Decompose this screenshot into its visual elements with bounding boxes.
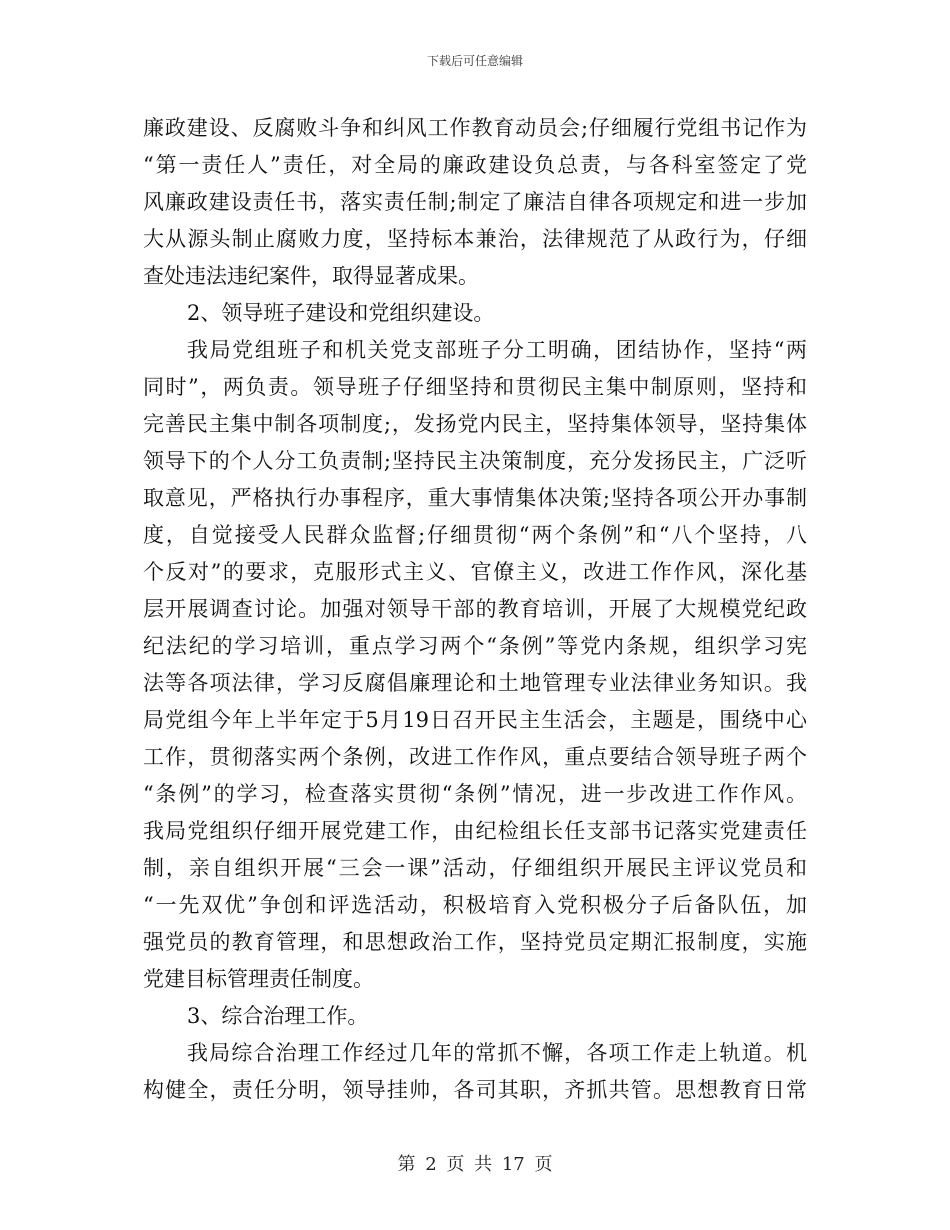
text-line: 我局党组织仔细开展党建工作，由纪检组长任支部书记落实党建责任 [143,819,807,843]
text-line: 纪法纪的学习培训，重点学习两个“条例”等党内条规，组织学习宪 [143,634,807,658]
document-body [143,110,807,1109]
text-line: 领导下的个人分工负责制;坚持民主决策制度，充分发扬民主，广泛听 [143,449,807,473]
text-line: 大从源头制止腐败力度，坚持标本兼治，法律规范了从政行为，仔细 [143,227,807,251]
section-heading: 3、综合治理工作。 [187,1004,369,1028]
text-line: “第一责任人”责任，对全局的廉政建设负总责，与各科室签定了党 [143,153,807,177]
text-line: 我局党组班子和机关党支部班子分工明确，团结协作，坚持“两 [187,338,807,362]
text-line: 度，自觉接受人民群众监督;仔细贯彻“两个条例”和“八个坚持，八 [143,523,807,547]
text-line: 强党员的教育管理，和思想政治工作，坚持党员定期汇报制度，实施 [143,930,807,954]
text-line: “一先双优”争创和评选活动，积极培育入党积极分子后备队伍，加 [143,893,807,917]
text-line: 廉政建设、反腐败斗争和纠风工作教育动员会;仔细履行党组书记作为 [143,116,807,140]
text-line: 风廉政建设责任书，落实责任制;制定了廉洁自律各项规定和进一步加 [143,190,807,214]
text-line: 我局综合治理工作经过几年的常抓不懈，各项工作走上轨道。机 [187,1041,807,1065]
text-line: 同时”，两负责。领导班子仔细坚持和贯彻民主集中制原则，坚持和 [143,375,807,399]
text-line: 构健全，责任分明，领导挂帅，各司其职，齐抓共管。思想教育日常 [143,1078,807,1102]
text-line: 取意见，严格执行办事程序，重大事情集体决策;坚持各项公开办事制 [143,486,807,510]
text-line: 制，亲自组织开展“三会一课”活动，仔细组织开展民主评议党员和 [143,856,807,880]
text-line: 党建目标管理责任制度。 [143,967,374,991]
text-line: 法等各项法律，学习反腐倡廉理论和土地管理专业法律业务知识。我 [143,671,807,695]
section-heading: 2、领导班子建设和党组织建设。 [187,301,495,325]
text-line: 完善民主集中制各项制度;，发扬党内民主，坚持集体领导，坚持集体 [143,412,807,436]
text-line: 查处违法违纪案件，取得显著成果。 [143,264,479,288]
page-footer: 第 2 页 共 17 页 [397,1154,553,1175]
text-line: 层开展调查讨论。加强对领导干部的教育培训，开展了大规模党纪政 [143,597,807,621]
page-header: 下载后可任意编辑 [426,54,523,68]
text-line: 局党组今年上半年定于5月19日召开民主生活会，主题是，围绕中心 [143,708,807,732]
text-line: 工作，贯彻落实两个条例，改进工作作风，重点要结合领导班子两个 [143,745,807,769]
text-line: 个反对”的要求，克服形式主义、官僚主义，改进工作作风，深化基 [143,560,807,584]
text-line: “条例”的学习，检查落实贯彻“条例”情况，进一步改进工作作风。 [143,782,807,806]
